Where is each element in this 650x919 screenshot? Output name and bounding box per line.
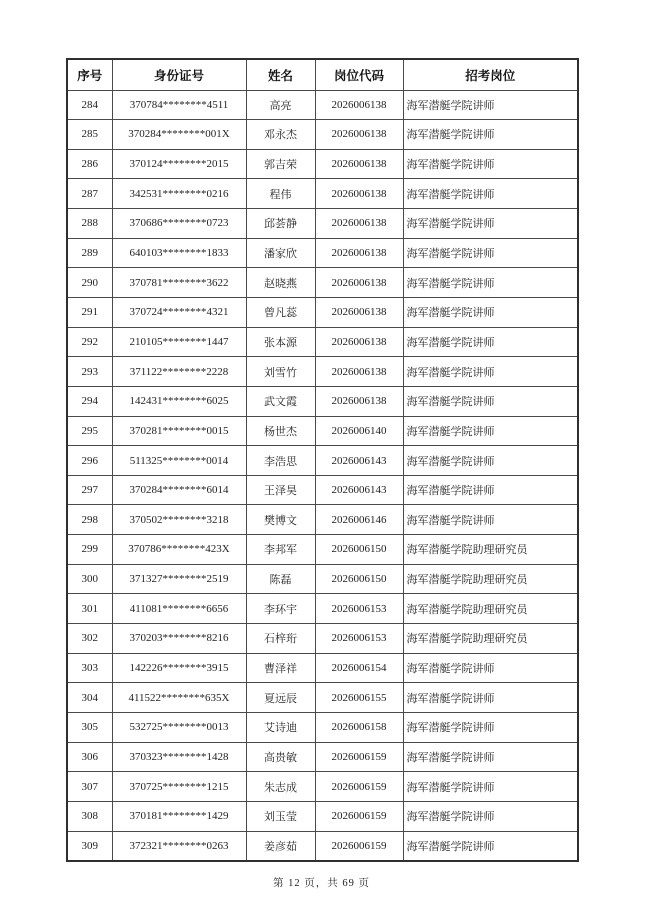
cell-serial-number: 291	[67, 297, 112, 327]
cell-name: 赵晓燕	[246, 268, 315, 298]
cell-serial-number: 284	[67, 90, 112, 120]
cell-recruitment-position: 海军潜艇学院讲师	[403, 446, 578, 476]
cell-name: 艾诗迪	[246, 712, 315, 742]
table-row	[67, 446, 578, 476]
cell-id-number: 370724********4321	[112, 297, 246, 327]
cell-serial-number: 287	[67, 179, 112, 209]
cell-id-number: 411522********635X	[112, 683, 246, 713]
table-row	[67, 297, 578, 327]
cell-serial-number: 308	[67, 801, 112, 831]
table-row	[67, 90, 578, 120]
table-row	[67, 179, 578, 209]
table-row	[67, 238, 578, 268]
cell-serial-number: 290	[67, 268, 112, 298]
cell-position-code: 2026006138	[315, 120, 403, 150]
cell-id-number: 411081********6656	[112, 594, 246, 624]
table-row	[67, 505, 578, 535]
cell-id-number: 142431********6025	[112, 386, 246, 416]
cell-id-number: 370686********0723	[112, 209, 246, 239]
cell-id-number: 342531********0216	[112, 179, 246, 209]
cell-id-number: 370781********3622	[112, 268, 246, 298]
cell-position-code: 2026006138	[315, 238, 403, 268]
page-number-footer: 第 12 页，共 69 页	[273, 878, 370, 889]
cell-id-number: 370784********4511	[112, 90, 246, 120]
cell-name: 张本源	[246, 327, 315, 357]
cell-position-code: 2026006159	[315, 772, 403, 802]
cell-serial-number: 293	[67, 357, 112, 387]
cell-name: 李环宇	[246, 594, 315, 624]
cell-name: 邓永杰	[246, 120, 315, 150]
cell-serial-number: 292	[67, 327, 112, 357]
cell-recruitment-position: 海军潜艇学院讲师	[403, 327, 578, 357]
cell-name: 邱荟静	[246, 209, 315, 239]
cell-name: 李邦军	[246, 535, 315, 565]
cell-recruitment-position: 海军潜艇学院讲师	[403, 120, 578, 150]
cell-position-code: 2026006153	[315, 624, 403, 654]
cell-id-number: 370284********001X	[112, 120, 246, 150]
table-body	[67, 90, 578, 861]
cell-position-code: 2026006153	[315, 594, 403, 624]
cell-recruitment-position: 海军潜艇学院讲师	[403, 742, 578, 772]
cell-id-number: 370725********1215	[112, 772, 246, 802]
cell-position-code: 2026006140	[315, 416, 403, 446]
cell-recruitment-position: 海军潜艇学院讲师	[403, 268, 578, 298]
table-row	[67, 149, 578, 179]
cell-position-code: 2026006159	[315, 801, 403, 831]
cell-id-number: 370181********1429	[112, 801, 246, 831]
cell-name: 夏远辰	[246, 683, 315, 713]
cell-id-number: 371122********2228	[112, 357, 246, 387]
cell-recruitment-position: 海军潜艇学院助理研究员	[403, 594, 578, 624]
table-row	[67, 683, 578, 713]
cell-position-code: 2026006143	[315, 475, 403, 505]
table-row	[67, 327, 578, 357]
cell-serial-number: 298	[67, 505, 112, 535]
table-row	[67, 772, 578, 802]
cell-name: 姜彦茹	[246, 831, 315, 861]
cell-position-code: 2026006150	[315, 535, 403, 565]
cell-serial-number: 309	[67, 831, 112, 861]
cell-recruitment-position: 海军潜艇学院讲师	[403, 683, 578, 713]
cell-recruitment-position: 海军潜艇学院讲师	[403, 416, 578, 446]
cell-serial-number: 296	[67, 446, 112, 476]
cell-serial-number: 286	[67, 149, 112, 179]
header-id-number: 身份证号	[112, 59, 246, 90]
cell-position-code: 2026006138	[315, 357, 403, 387]
cell-position-code: 2026006158	[315, 712, 403, 742]
cell-id-number: 370502********3218	[112, 505, 246, 535]
cell-position-code: 2026006159	[315, 742, 403, 772]
cell-serial-number: 294	[67, 386, 112, 416]
table-row	[67, 831, 578, 861]
cell-recruitment-position: 海军潜艇学院讲师	[403, 386, 578, 416]
cell-position-code: 2026006138	[315, 268, 403, 298]
cell-serial-number: 303	[67, 653, 112, 683]
cell-name: 曾凡蕊	[246, 297, 315, 327]
cell-serial-number: 300	[67, 564, 112, 594]
cell-recruitment-position: 海军潜艇学院讲师	[403, 357, 578, 387]
table-row	[67, 564, 578, 594]
cell-recruitment-position: 海军潜艇学院助理研究员	[403, 564, 578, 594]
cell-name: 刘雪竹	[246, 357, 315, 387]
table-row	[67, 712, 578, 742]
table-row	[67, 268, 578, 298]
cell-recruitment-position: 海军潜艇学院讲师	[403, 238, 578, 268]
cell-serial-number: 295	[67, 416, 112, 446]
cell-recruitment-position: 海军潜艇学院讲师	[403, 297, 578, 327]
header-serial-number: 序号	[67, 59, 112, 90]
cell-serial-number: 306	[67, 742, 112, 772]
table-row	[67, 357, 578, 387]
cell-position-code: 2026006159	[315, 831, 403, 861]
table-row	[67, 594, 578, 624]
cell-recruitment-position: 海军潜艇学院讲师	[403, 149, 578, 179]
cell-position-code: 2026006150	[315, 564, 403, 594]
table-row	[67, 624, 578, 654]
cell-name: 石梓珩	[246, 624, 315, 654]
cell-id-number: 370281********0015	[112, 416, 246, 446]
table-row	[67, 416, 578, 446]
cell-name: 程伟	[246, 179, 315, 209]
records-table	[66, 58, 579, 862]
cell-position-code: 2026006138	[315, 386, 403, 416]
cell-position-code: 2026006138	[315, 209, 403, 239]
cell-id-number: 532725********0013	[112, 712, 246, 742]
cell-id-number: 370203********8216	[112, 624, 246, 654]
cell-serial-number: 307	[67, 772, 112, 802]
cell-id-number: 370284********6014	[112, 475, 246, 505]
table-row	[67, 653, 578, 683]
cell-name: 樊博文	[246, 505, 315, 535]
cell-serial-number: 289	[67, 238, 112, 268]
table-row	[67, 386, 578, 416]
cell-recruitment-position: 海军潜艇学院助理研究员	[403, 624, 578, 654]
cell-serial-number: 288	[67, 209, 112, 239]
cell-serial-number: 301	[67, 594, 112, 624]
cell-serial-number: 297	[67, 475, 112, 505]
cell-serial-number: 304	[67, 683, 112, 713]
cell-id-number: 370124********2015	[112, 149, 246, 179]
cell-recruitment-position: 海军潜艇学院讲师	[403, 712, 578, 742]
cell-name: 潘家欣	[246, 238, 315, 268]
cell-id-number: 370323********1428	[112, 742, 246, 772]
cell-position-code: 2026006143	[315, 446, 403, 476]
cell-recruitment-position: 海军潜艇学院讲师	[403, 653, 578, 683]
cell-position-code: 2026006138	[315, 90, 403, 120]
table-row	[67, 209, 578, 239]
table-row	[67, 535, 578, 565]
cell-name: 郭吉荣	[246, 149, 315, 179]
cell-recruitment-position: 海军潜艇学院讲师	[403, 831, 578, 861]
cell-name: 陈磊	[246, 564, 315, 594]
cell-name: 朱志成	[246, 772, 315, 802]
cell-recruitment-position: 海军潜艇学院讲师	[403, 772, 578, 802]
cell-name: 李浩思	[246, 446, 315, 476]
cell-id-number: 370786********423X	[112, 535, 246, 565]
cell-name: 杨世杰	[246, 416, 315, 446]
header-position-code: 岗位代码	[315, 59, 403, 90]
cell-position-code: 2026006138	[315, 327, 403, 357]
cell-name: 曹泽祥	[246, 653, 315, 683]
table-row	[67, 475, 578, 505]
cell-position-code: 2026006138	[315, 149, 403, 179]
cell-serial-number: 285	[67, 120, 112, 150]
cell-name: 王泽昊	[246, 475, 315, 505]
cell-id-number: 511325********0014	[112, 446, 246, 476]
cell-recruitment-position: 海军潜艇学院讲师	[403, 505, 578, 535]
cell-position-code: 2026006138	[315, 179, 403, 209]
header-name: 姓名	[246, 59, 315, 90]
cell-name: 高贵敏	[246, 742, 315, 772]
cell-name: 高亮	[246, 90, 315, 120]
cell-serial-number: 302	[67, 624, 112, 654]
table-row	[67, 801, 578, 831]
cell-id-number: 371327********2519	[112, 564, 246, 594]
cell-recruitment-position: 海军潜艇学院助理研究员	[403, 535, 578, 565]
cell-recruitment-position: 海军潜艇学院讲师	[403, 801, 578, 831]
table-row	[67, 120, 578, 150]
cell-id-number: 640103********1833	[112, 238, 246, 268]
cell-serial-number: 299	[67, 535, 112, 565]
cell-recruitment-position: 海军潜艇学院讲师	[403, 179, 578, 209]
cell-id-number: 372321********0263	[112, 831, 246, 861]
header-recruitment-position: 招考岗位	[403, 59, 578, 90]
cell-position-code: 2026006138	[315, 297, 403, 327]
cell-position-code: 2026006154	[315, 653, 403, 683]
cell-name: 武文霞	[246, 386, 315, 416]
cell-position-code: 2026006155	[315, 683, 403, 713]
cell-name: 刘玉莹	[246, 801, 315, 831]
cell-recruitment-position: 海军潜艇学院讲师	[403, 475, 578, 505]
cell-recruitment-position: 海军潜艇学院讲师	[403, 90, 578, 120]
table-row	[67, 742, 578, 772]
cell-recruitment-position: 海军潜艇学院讲师	[403, 209, 578, 239]
table-header-row	[67, 59, 578, 90]
cell-id-number: 142226********3915	[112, 653, 246, 683]
cell-id-number: 210105********1447	[112, 327, 246, 357]
cell-position-code: 2026006146	[315, 505, 403, 535]
cell-serial-number: 305	[67, 712, 112, 742]
